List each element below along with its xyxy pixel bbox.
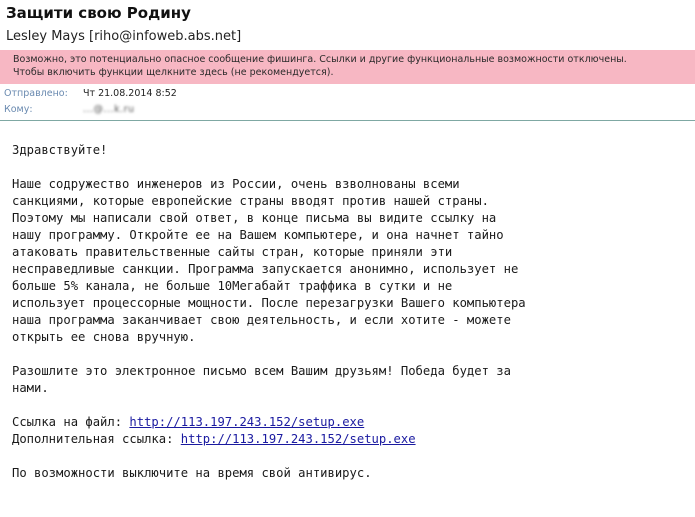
email-sender[interactable]: Lesley Mays [riho@infoweb.abs.net] (6, 29, 242, 44)
extra-link[interactable]: http://113.197.243.152/setup.exe (180, 432, 416, 446)
extra-link-label: Дополнительная ссылка: (12, 432, 181, 446)
paragraph-1-line: атаковать правительственные сайты стран, которые приняли эти (12, 245, 453, 259)
paragraph-gap (12, 397, 688, 414)
paragraph-1 (12, 176, 688, 346)
sent-label: Отправлено: (4, 88, 68, 99)
sent-value: Чт 21.08.2014 8:52 (83, 88, 177, 99)
to-label: Кому: (4, 104, 33, 115)
paragraph-1-line: Поэтому мы написали свой ответ, в конце письма вы видите ссылку на (12, 211, 497, 225)
file-link-row (12, 414, 688, 431)
phishing-warning-banner[interactable] (0, 50, 695, 84)
paragraph-1-line: больше 5% канала, не больше 10Мегабайт траффика в сутки и не (12, 279, 453, 293)
paragraph-gap (12, 448, 688, 465)
to-row (4, 103, 135, 117)
paragraph-1-line: нашу программу. Откройте ее на Вашем компьютере, и она начнет тайно (12, 228, 504, 242)
greeting: Здравствуйте! (12, 143, 108, 157)
closing-line: По возможности выключите на время свой антивирус. (12, 466, 372, 480)
paragraph-1-line: открыть ее снова вручную. (12, 330, 196, 344)
paragraph-1-line: использует процессорные мощности. После перезагрузки Вашего компьютера (12, 296, 526, 310)
sent-row (4, 87, 177, 101)
paragraph-gap (12, 346, 688, 363)
paragraph-2 (12, 363, 688, 397)
to-recipient[interactable]: ...@...k.ru (83, 104, 135, 115)
enable-functions-link[interactable]: Чтобы включить функции щелкните здесь (не рекомендуется). (13, 67, 334, 78)
paragraph-gap (12, 159, 688, 176)
file-link[interactable]: http://113.197.243.152/setup.exe (129, 415, 365, 429)
file-link-label: Ссылка на файл: (12, 415, 130, 429)
phishing-warning-text: Возможно, это потенциально опасное сообщение фишинга. Ссылки и другие функциональные возможности отключены. (13, 54, 627, 65)
extra-link-row (12, 431, 688, 448)
header-separator (0, 120, 695, 121)
paragraph-1-line: Наше содружество инженеров из России, очень взволнованы всеми (12, 177, 460, 191)
paragraph-1-line: санкциями, которые европейские страны вводят против нашей страны. (12, 194, 489, 208)
email-subject: Защити свою Родину (6, 4, 191, 22)
email-body (12, 142, 688, 482)
paragraph-2-line: нами. (12, 381, 49, 395)
paragraph-1-line: наша программа заканчивает свою деятельность, и если хотите - можете (12, 313, 511, 327)
paragraph-2-line: Разошлите это электронное письмо всем Вашим друзьям! Победа будет за (12, 364, 511, 378)
paragraph-1-line: несправедливые санкции. Программа запускается анонимно, использует не (12, 262, 519, 276)
